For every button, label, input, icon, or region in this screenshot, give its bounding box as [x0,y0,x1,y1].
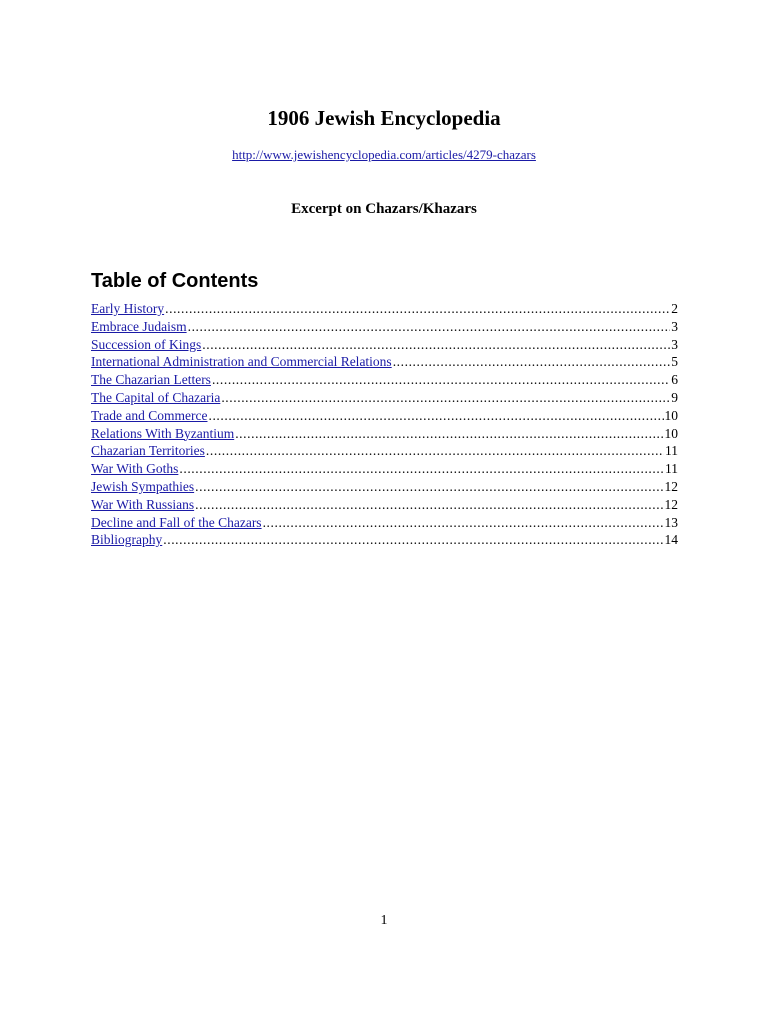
toc-link[interactable]: War With Goths [91,461,179,477]
toc-entry [91,425,678,443]
toc-leader-dots [221,389,670,407]
toc-leader-dots [163,531,663,549]
toc-link[interactable]: International Administration and Commercial Relations [91,354,392,370]
toc-leader-dots [212,371,670,389]
toc-link[interactable]: War With Russians [91,496,195,512]
toc-page-number: 9 [671,389,678,405]
toc-entry [91,442,678,460]
toc-page-number: 2 [671,301,678,316]
toc-link[interactable]: Decline and Fall of the Chazars [91,514,262,530]
toc-leader-dots [188,318,671,336]
toc-page-number: 14 [664,532,678,548]
toc-leader-dots [206,442,664,460]
toc-entry [91,353,678,371]
page-number: 1 [380,913,388,928]
toc-leader-dots [235,425,663,443]
toc-page-number: 11 [665,461,678,477]
toc-entry [91,478,678,496]
document-subtitle: Excerpt on Chazars/Khazars [291,201,477,217]
toc-heading: Table of Contents [91,270,259,292]
toc-leader-dots [195,496,663,514]
toc-page-number: 3 [671,318,678,334]
toc-leader-dots [165,300,670,318]
toc-leader-dots [393,353,671,371]
toc-entry [91,460,678,478]
toc-page-number: 12 [664,496,678,512]
toc-link[interactable]: Jewish Sympathies [91,478,195,494]
toc-link[interactable]: Early History [91,301,165,316]
toc-link[interactable]: Bibliography [91,532,163,548]
toc-entry [91,496,678,514]
toc-link[interactable]: Chazarian Territories [91,443,205,459]
toc-page-number: 3 [671,336,678,352]
toc-page-number: 5 [671,354,678,370]
toc-link[interactable]: Succession of Kings [91,336,202,352]
toc-page-number: 10 [664,425,678,441]
table-of-contents [91,300,678,549]
toc-page-number: 13 [664,514,678,530]
page-title: 1906 Jewish Encyclopedia [267,106,501,130]
toc-leader-dots [208,407,663,425]
source-url-link[interactable]: http://www.jewishencyclopedia.com/articles/4279-chazars [232,147,536,162]
source-url-container [0,146,768,164]
toc-entry [91,318,678,336]
toc-leader-dots [202,336,670,354]
toc-link[interactable]: The Chazarian Letters [91,372,211,388]
toc-leader-dots [263,514,664,532]
toc-leader-dots [195,478,663,496]
toc-entry [91,389,678,407]
toc-entry [91,371,678,389]
toc-link[interactable]: The Capital of Chazaria [91,389,221,405]
toc-link[interactable]: Trade and Commerce [91,407,208,423]
toc-link[interactable]: Embrace Judaism [91,318,187,334]
toc-page-number: 11 [665,443,678,459]
toc-entry [91,300,678,318]
toc-page-number: 6 [671,372,678,388]
toc-entry [91,531,678,549]
toc-entry [91,514,678,532]
toc-page-number: 12 [664,478,678,494]
toc-link[interactable]: Relations With Byzantium [91,425,235,441]
toc-leader-dots [179,460,664,478]
toc-page-number: 10 [664,407,678,423]
toc-entry [91,336,678,354]
toc-entry [91,407,678,425]
